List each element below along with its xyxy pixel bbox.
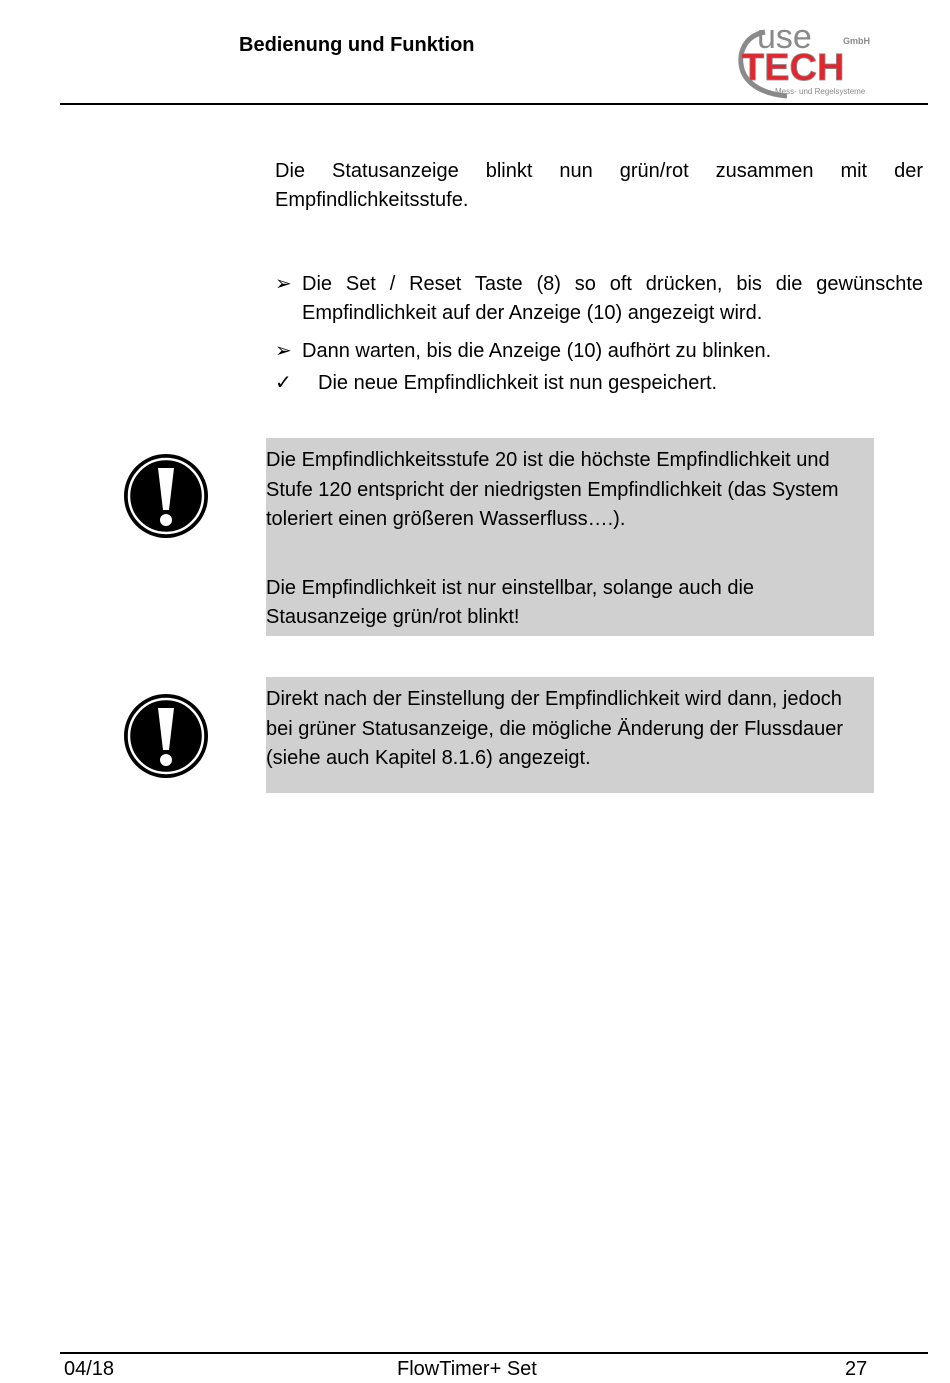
step-text: Die Set / Reset Taste (8) so oft drücken, bis die gewünschte Empfindlichkeit auf der Anzeige (10) angezeigt wird. [302,273,923,324]
exclamation-icon [122,452,210,540]
note-text: Die Empfindlichkeitsstufe 20 ist die höchste Empfindlichkeit und Stufe 120 entspricht der niedrigsten Empfindlichkeit (das System toleriert einen größeren Wasserfluss….). [266,449,839,530]
section-title: Bedienung und Funktion [239,34,475,56]
logo-tech-text: TECH [741,47,845,89]
page-number: 27 [845,1358,868,1380]
checkmark-icon: ✓ [275,372,292,394]
footer-date: 04/18 [64,1358,115,1380]
logo-tagline: Mess- und Regelsysteme [775,87,866,96]
arrow-bullet-icon: ➢ [275,340,292,362]
note-text: Direkt nach der Einstellung der Empfindlichkeit wird dann, jedoch bei grüner Statusanzeige, die mögliche Änderung der Flussdauer (siehe auch Kapitel 8.1.6) angezeigt. [266,688,844,769]
intro-paragraph: Die Statusanzeige blinkt nun grün/rot zusammen mit der Empfindlichkeitsstufe. [275,160,923,211]
logo-gmbh-text: GmbH [843,36,870,46]
step-item [275,337,923,366]
exclamation-icon [122,692,210,780]
step-item [275,270,923,328]
arrow-bullet-icon: ➢ [275,273,292,295]
result-item [275,369,923,398]
logo-use-text: use [757,18,812,56]
warning-note [266,677,874,793]
footer-rule [60,1352,928,1354]
footer-product: FlowTimer+ Set [397,1358,537,1380]
warning-note [266,438,874,636]
result-text: Die neue Empfindlichkeit ist nun gespeichert. [318,372,718,394]
note-text: Die Empfindlichkeit ist nur einstellbar, solange auch die Stausanzeige grün/rot blinkt! [266,576,755,628]
company-logo [735,14,875,100]
header-rule [60,103,928,105]
step-text: Dann warten, bis die Anzeige (10) aufhört zu blinken. [302,340,772,362]
